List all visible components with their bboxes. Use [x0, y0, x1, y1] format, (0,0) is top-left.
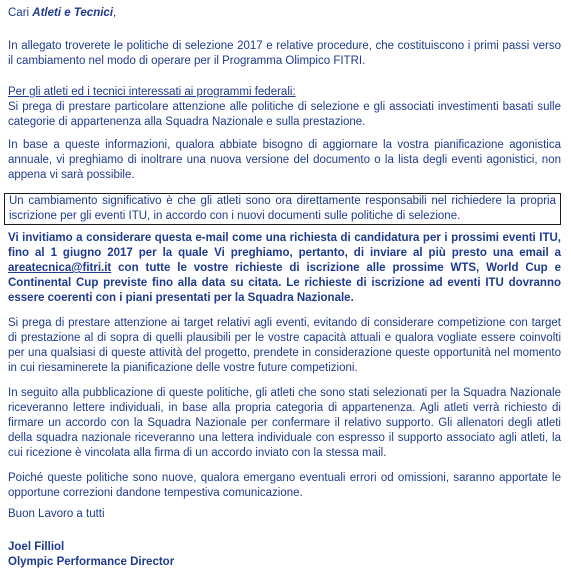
targets-paragraph: Si prega di prestare attenzione ai target relativi agli eventi, evitando di considerare competizione con target di prestazione al di sopra di quelli plausibili per le vostre capacità attuali e qualora vogliate essere coinvolti per una qualsiasi di queste attività del progetto, prendete in considerazione queste opportunità nel momento in cui riesaminerete la pianificazione delle vostre future competizioni.	[8, 317, 561, 374]
request-text-end: con tutte le vostre richieste di iscrizione alle prossime WTS, World Cup e Continental Cup previste fino alla data su citata. Le richieste di iscrizione ad eventi ITU dovranno essere coerenti con i piani presentati per la Squadra Nazionale.	[8, 262, 561, 304]
intro-paragraph: In allegato troverete le politiche di selezione 2017 e relative procedure, che costituiscono i primi passi verso il cambiamento nel modo di operare per il Programma Olimpico FITRI.	[8, 40, 561, 67]
request-text-start: Vi invitiamo a considerare questa e-mail come una richiesta di candidatura per i prossimi eventi ITU, fino al 1 giugno 2017 per la quale Vi preghiamo, pertanto, di inviare al più presto una email a	[8, 232, 561, 259]
boxed-notice: Un cambiamento significativo è che gli atleti sono ora direttamente responsabili nel richiedere la propria iscrizione per gli eventi ITU, in accordo con i nuovi documenti sulle politiche di selezione.	[4, 193, 561, 225]
request-paragraph	[8, 231, 561, 306]
greeting-recipients: Atleti e Tecnici	[32, 7, 114, 19]
signature-title: Olympic Performance Director	[8, 556, 175, 568]
greeting	[8, 6, 561, 21]
signature-name: Joel Filliol	[8, 541, 65, 553]
athletes-paragraph: Si prega di prestare particolare attenzione alle politiche di selezione e gli associati investimenti basati sulle categorie di appartenenza alla Squadra Nazionale e sulla prestazione.	[8, 101, 561, 128]
closing-line: Buon Lavoro a tutti	[8, 508, 105, 520]
athletes-heading: Per gli atleti ed i tecnici interessati ai programmi federali:	[8, 86, 296, 98]
letters-paragraph: In seguito alla pubblicazione di queste politiche, gli atleti che sono stati selezionati per la Squadra Nazionale riceveranno lettere individuali, in base alla propria categoria di appartenenza. Agli atleti verrà richiesto di firmare un accordo con la Squadra Nazionale per confermare il relativo supporto. Gli allenatori degli atleti della squadra nazionale riceveranno una lettera individuale con espresso il supporto associato agli atleti, la cui ricezione è vincolata alla firma di un accordo inviato con la stessa mail.	[8, 387, 561, 459]
greeting-prefix: Cari	[8, 7, 33, 19]
planning-paragraph: In base a queste informazioni, qualora abbiate bisogno di aggiornare la vostra pianificazione agonistica annuale, vi preghiamo di inoltrare una nuova versione del documento o la lista degli eventi agonistici, non appena vi sarà possibile.	[8, 139, 561, 181]
greeting-suffix: ,	[113, 7, 117, 19]
errors-paragraph: Poiché queste politiche sono nuove, qualora emergano eventuali errori od omissioni, saranno apportate le opportune correzioni dandone tempestiva comunicazione.	[8, 472, 561, 499]
email-link[interactable]: areatecnica@fitri.it	[8, 262, 112, 274]
